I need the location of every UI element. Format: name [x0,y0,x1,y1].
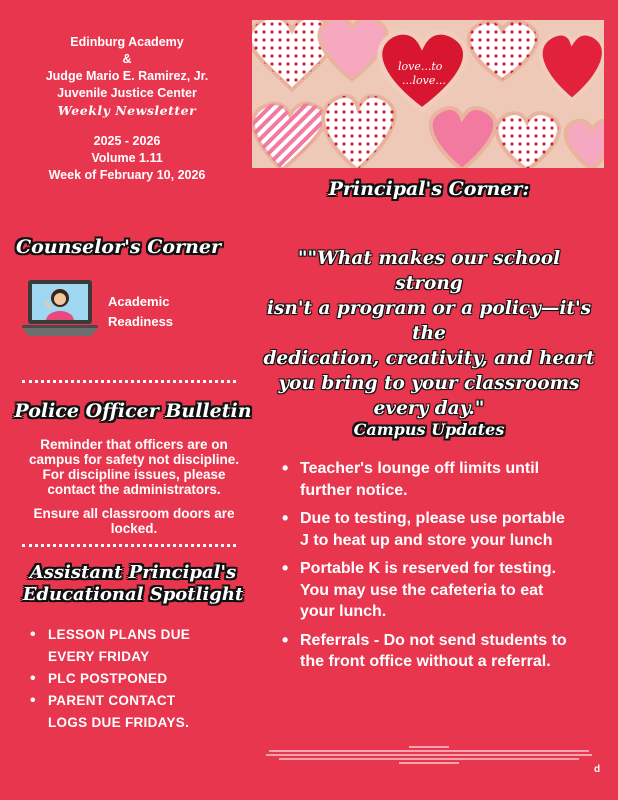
police-line3: For discipline issues, please [42,467,226,482]
school-name: Edinburg Academy [70,35,184,49]
list-item: • LESSON PLANS DUE EVERY FRIDAY [30,624,250,668]
list-item: • Teacher's lounge off limits until further notice. [282,458,602,501]
cookie-text-1: love...to [398,60,443,73]
police-heading: Police Officer Bulletin [14,400,252,422]
ap-heading-line2: Educational Spotlight [22,584,244,605]
laptop-avatar-icon [20,278,100,348]
police-line5: Ensure all classroom doors are [33,506,235,521]
list-item: • PLC POSTPONED [30,668,250,690]
school-year: 2025 - 2026 [93,134,161,148]
campus-updates-heading: Campus Updates [353,420,505,439]
counselor-item-line2: Readiness [108,314,174,329]
counselor-heading: Counselor's Corner [16,236,221,258]
list-item: • Due to testing, please use portable J to heat up and store your lunch [282,508,602,551]
week-of: Week of February 10, 2026 [48,168,206,182]
list-item: • PARENT CONTACT LOGS DUE FRIDAYS. [30,690,250,734]
police-line1: Reminder that officers are on [40,437,228,452]
police-line4: contact the administrators. [47,482,221,497]
center-name-line1: Judge Mario E. Ramirez, Jr. [45,69,209,83]
campus-updates-list [282,458,602,680]
dotted-divider-1 [22,380,236,383]
newsletter-header [14,34,240,184]
center-name-line2: Juvenile Justice Center [57,86,197,100]
list-item: • Referrals - Do not send students to the front office without a referral. [282,630,602,673]
list-item: • Portable K is reserved for testing. You may use the cafeteria to eat your lunch. [282,558,602,623]
cookie-text-2: ...love... [402,74,446,87]
heart-cookie-icon [252,20,604,168]
principal-quote: ""What makes our school strong isn't a program or a policy—it's the dedication, creativity, and heart you bring to your classrooms every day." [263,248,595,419]
heart-cookies-image [252,20,604,168]
police-text [14,437,254,536]
counselor-item-line1: Academic [108,294,170,309]
police-line6: locked. [110,521,158,536]
corner-mark: d [594,764,601,775]
dotted-divider-2 [22,544,236,547]
counselor-item [108,292,173,332]
principal-heading: Principal's Corner: [328,178,530,200]
ap-heading-line1: Assistant Principal's [29,562,237,583]
ampersand: & [122,52,132,66]
newsletter-title: Weekly Newsletter [57,103,197,118]
fine-print [262,746,596,766]
ap-heading [8,562,258,606]
police-line2: campus for safety not discipline. [28,452,240,467]
volume: Volume 1.11 [91,151,163,165]
ap-list [30,624,250,734]
